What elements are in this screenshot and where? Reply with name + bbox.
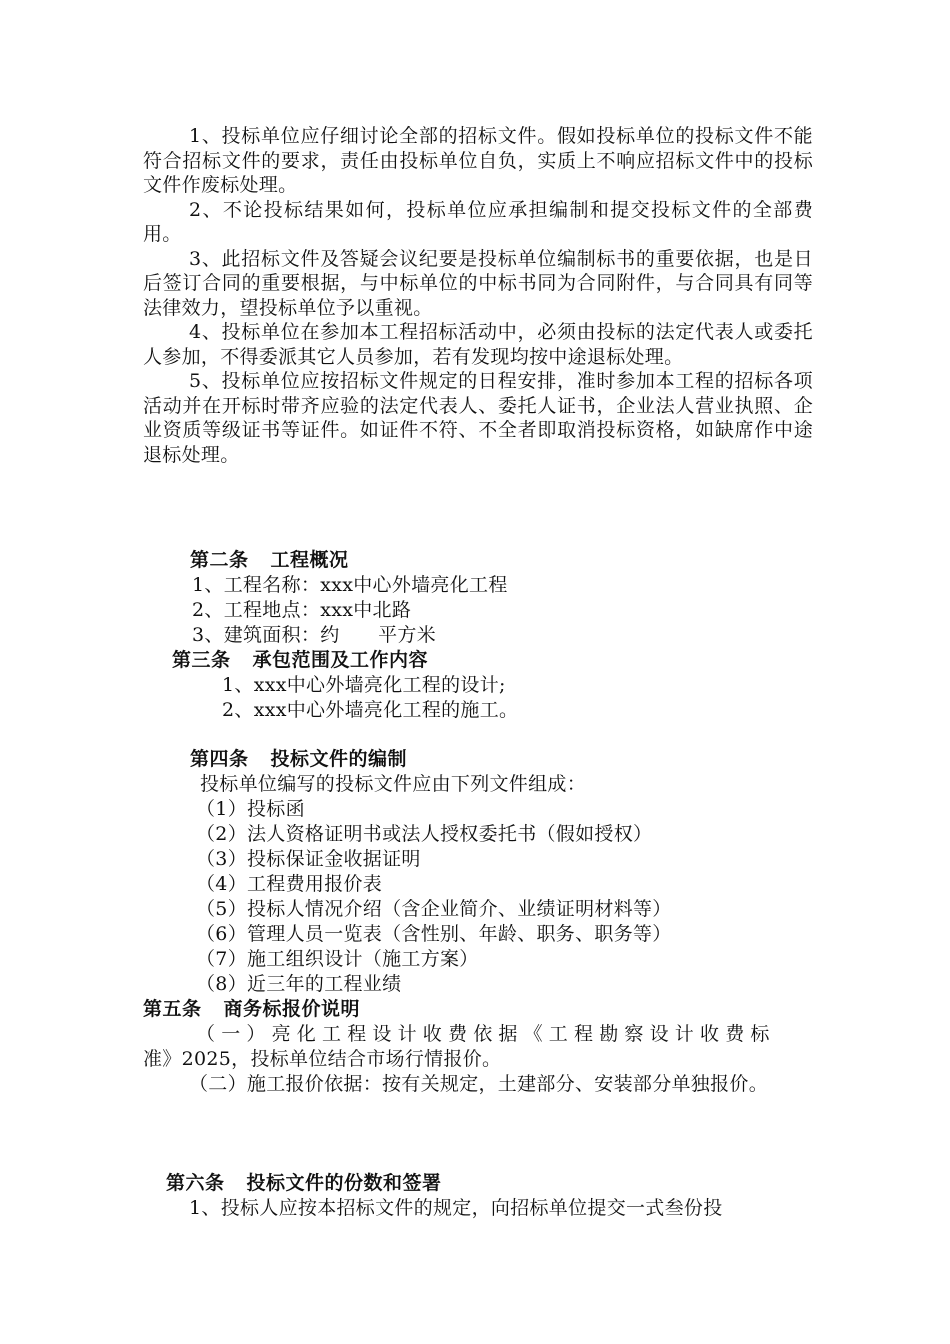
intro-paragraph-4: 4、投标单位在参加本工程招标活动中，必须由投标的法定代表人或委托人参加，不得委派其它人员参加，若有发现均按中途退标处理。 <box>143 321 813 368</box>
article5-paragraph-1-line-1: （一）亮化工程设计收费依据《工程勘察设计收费标 <box>196 1023 776 1045</box>
article6-number: 第六条 <box>166 1172 225 1194</box>
article4-item-1: （1）投标函 <box>196 798 305 820</box>
article4-item-3: （3）投标保证金收据证明 <box>196 848 421 870</box>
article2-item-3: 3、建筑面积：约 平方米 <box>192 624 436 646</box>
article6-heading <box>166 1171 442 1195</box>
article4-item-5: （5）投标人情况介绍（含企业简介、业绩证明材料等） <box>196 898 672 920</box>
article4-item-6: （6）管理人员一览表（含性别、年龄、职务、职务等） <box>196 923 672 945</box>
article5-paragraph-2: （二）施工报价依据：按有关规定，土建部分、安装部分单独报价。 <box>189 1073 769 1095</box>
article2-heading <box>190 548 349 572</box>
article5-heading <box>143 997 360 1021</box>
article3-number: 第三条 <box>172 649 231 671</box>
article5-title: 商务标报价说明 <box>223 998 361 1020</box>
article6-paragraph-1: 1、投标人应按本招标文件的规定，向招标单位提交一式叁份投 <box>189 1197 723 1219</box>
article3-heading <box>172 648 428 672</box>
article4-item-4: （4）工程费用报价表 <box>196 873 383 895</box>
article4-heading <box>190 747 407 771</box>
intro-paragraph-5: 5、投标单位应按招标文件规定的日程安排，准时参加本工程的招标各项活动并在开标时带齐应验的法定代表人、委托人证书，企业法人营业执照、企业资质等级证书等证件。如证件不符、不全者即取消投标资格，如缺席作中途退标处理。 <box>143 370 813 466</box>
article4-intro: 投标单位编写的投标文件应由下列文件组成： <box>200 773 587 795</box>
article4-item-2: （2）法人资格证明书或法人授权委托书（假如授权） <box>196 823 653 845</box>
intro-paragraph-3: 3、此招标文件及答疑会议纪要是投标单位编制标书的重要依据，也是日后签订合同的重要根据，与中标单位的中标书同为合同附件，与合同具有同等法律效力，望投标单位予以重视。 <box>143 247 813 319</box>
article3-item-1: 1、xxx中心外墙亮化工程的设计; <box>222 674 506 696</box>
article5-number: 第五条 <box>143 998 202 1020</box>
article4-title: 投标文件的编制 <box>270 748 408 770</box>
intro-paragraph-1: 1、投标单位应仔细讨论全部的招标文件。假如投标单位的投标文件不能符合招标文件的要求，责任由投标单位自负，实质上不响应招标文件中的投标文件作废标处理。 <box>143 125 813 196</box>
article2-title: 工程概况 <box>270 549 349 571</box>
article6-title: 投标文件的份数和签署 <box>246 1172 442 1194</box>
article3-title: 承包范围及工作内容 <box>252 649 429 671</box>
article2-item-1: 1、工程名称：xxx中心外墙亮化工程 <box>192 574 508 596</box>
article5-paragraph-2-block <box>143 1072 813 1097</box>
article3-item-2: 2、xxx中心外墙亮化工程的施工。 <box>222 699 519 721</box>
article4-number: 第四条 <box>190 748 249 770</box>
intro-paragraph-2: 2、不论投标结果如何，投标单位应承担编制和提交投标文件的全部费用。 <box>143 198 813 245</box>
article2-number: 第二条 <box>190 549 249 571</box>
article5-paragraph-1-line-2: 准》2025，投标单位结合市场行情报价。 <box>143 1048 502 1070</box>
intro-section <box>143 124 813 467</box>
article2-item-2: 2、工程地点：xxx中北路 <box>192 599 412 621</box>
article4-item-8: （8）近三年的工程业绩 <box>196 973 402 995</box>
article4-item-7: （7）施工组织设计（施工方案） <box>196 948 479 970</box>
